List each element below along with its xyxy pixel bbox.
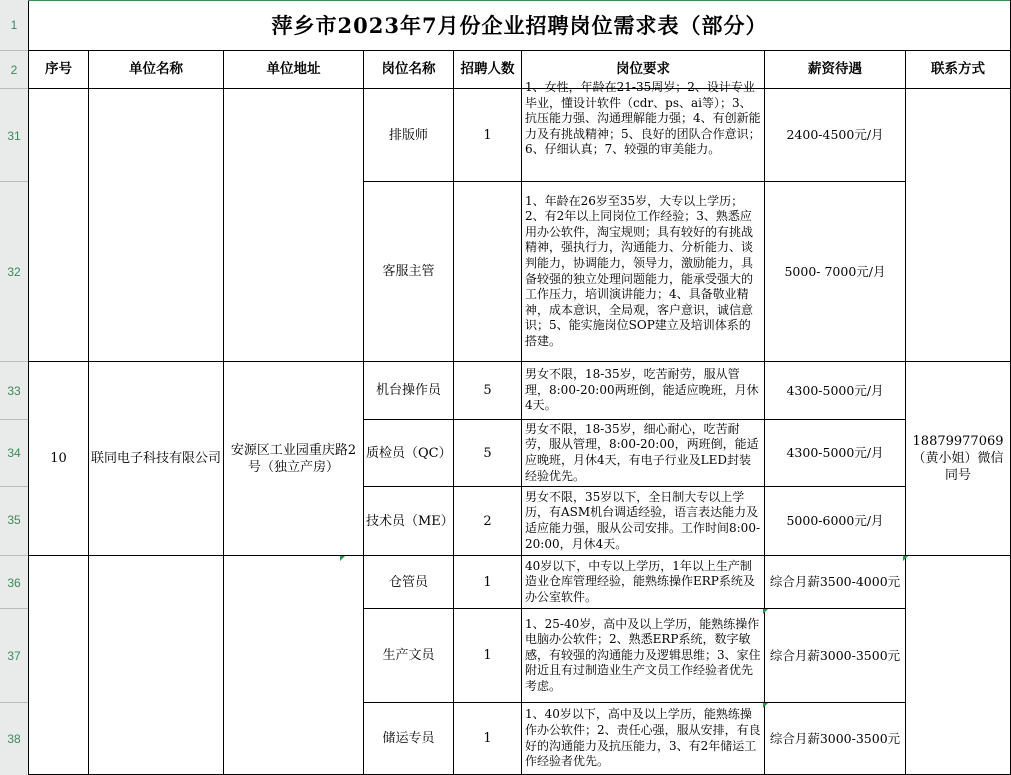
header-contact[interactable]: 联系方式 xyxy=(906,51,1011,89)
row-number[interactable]: 33 xyxy=(7,384,21,398)
row-number[interactable]: 2 xyxy=(10,63,18,77)
row-separator xyxy=(0,50,28,51)
row-number[interactable]: 34 xyxy=(7,446,21,460)
cell-contact[interactable] xyxy=(906,89,1011,362)
cell-position[interactable]: 技术员（ME） xyxy=(364,487,454,556)
row-separator xyxy=(0,88,28,89)
row-separator xyxy=(0,181,28,182)
cell-position[interactable]: 排版师 xyxy=(364,89,454,182)
page-title[interactable]: 萍乡市2023年7月份企业招聘岗位需求表（部分） xyxy=(29,1,1011,51)
header-requirement[interactable]: 岗位要求 xyxy=(522,51,765,89)
cell-requirement[interactable]: 男女不限，35岁以下，全日制大专以上学历，有ASM机台调适经验，语言表达能力及适应能力强，服从公司安排。工作时间8:00-20:00，月休4天。 xyxy=(522,487,765,556)
cell-seq[interactable] xyxy=(29,89,89,362)
cell-count[interactable] xyxy=(454,182,522,362)
recruitment-table xyxy=(28,0,1011,775)
header-count[interactable]: 招聘人数 xyxy=(454,51,522,89)
cell-requirement[interactable] xyxy=(522,80,765,182)
header-salary[interactable]: 薪资待遇 xyxy=(765,51,906,89)
cell-count[interactable]: 1 xyxy=(454,89,522,182)
cell-position[interactable]: 质检员（QC） xyxy=(364,420,454,487)
comment-marker-icon xyxy=(903,556,908,561)
cell-company[interactable] xyxy=(89,89,224,362)
row-number[interactable]: 35 xyxy=(7,513,21,527)
cell-company[interactable]: 联同电子科技有限公司 xyxy=(89,362,224,556)
cell-requirement[interactable]: 1、40岁以下，高中及以上学历，能熟练操作办公软件；2、责任心强，服从安排，有良好的沟通能力及抗压能力，3、有2年储运工作经验者优先。 xyxy=(522,703,765,775)
cell-position[interactable]: 客服主管 xyxy=(364,182,454,362)
cell-count[interactable]: 1 xyxy=(454,556,522,609)
row-number[interactable]: 1 xyxy=(10,18,18,32)
comment-marker-icon xyxy=(763,703,768,708)
cell-count[interactable]: 2 xyxy=(454,487,522,556)
comment-marker-icon xyxy=(763,609,768,614)
cell-salary[interactable]: 4300-5000元/月 xyxy=(765,420,906,487)
cell-seq[interactable]: 10 xyxy=(29,362,89,556)
row-number[interactable]: 31 xyxy=(7,129,21,143)
cell-salary[interactable]: 4300-5000元/月 xyxy=(765,362,906,420)
cell-position[interactable]: 储运专员 xyxy=(364,703,454,775)
cell-requirement[interactable]: 1、25-40岁，高中及以上学历，能熟练操作电脑办公软件；2、熟悉ERP系统，数字敏感，有较强的沟通能力及逻辑思维；3、家住附近且有过制造业生产文员工作经验者优先考虑。 xyxy=(522,609,765,703)
cell-count[interactable]: 5 xyxy=(454,362,522,420)
cell-requirement[interactable]: 男女不限，18-35岁，吃苦耐劳，服从管理，8:00-20:00两班倒，能适应晚班，月休4天。 xyxy=(522,362,765,420)
cell-count[interactable]: 1 xyxy=(454,609,522,703)
cell-company[interactable] xyxy=(89,556,224,775)
cell-salary[interactable]: 综合月薪3000-3500元 xyxy=(765,609,906,703)
cell-requirement[interactable]: 1、年龄在26岁至35岁，大专以上学历；2、有2年以上同岗位工作经验；3、熟悉应用办公软件，淘宝规则；具有较好的有挑战精神，强执行力，沟通能力、分析能力、谈判能力，协调能力，领导力，激励能力，具备较强的独立处理问题能力，能承受强大的工作压力，培训演讲能力；4、具备敬业精神，成本意识，全局观，客户意识，诚信意识；5、能实施岗位SOP建立及培训体系的搭建。 xyxy=(522,182,765,362)
cell-position[interactable]: 机台操作员 xyxy=(364,362,454,420)
cell-count[interactable]: 5 xyxy=(454,420,522,487)
row-number[interactable]: 38 xyxy=(7,732,21,746)
row-number[interactable]: 36 xyxy=(7,576,21,590)
row-separator xyxy=(0,702,28,703)
cell-address[interactable] xyxy=(224,89,364,362)
cell-requirement[interactable]: 40岁以下，中专以上学历，1年以上生产制造业仓库管理经验，能熟练操作ERP系统及办公室软件。 xyxy=(522,556,765,609)
row-separator xyxy=(0,419,28,420)
cell-salary[interactable]: 综合月薪3500-4000元 xyxy=(765,556,906,609)
cell-salary[interactable]: 5000-6000元/月 xyxy=(765,487,906,556)
row-separator xyxy=(0,608,28,609)
requirement-text: 1、女性，年龄在21-35周岁；2、设计专业毕业，懂设计软件（cdr、ps、ai等）；3、抗压能力强、沟通理解能力强；4、有创新能力及有挑战精神；5、良好的团队合作意识；6、仔细认真；7、较强的审美能力。 xyxy=(525,80,761,157)
comment-marker-icon xyxy=(340,556,345,561)
row-separator xyxy=(0,486,28,487)
cell-salary[interactable]: 综合月薪3000-3500元 xyxy=(765,703,906,775)
cell-requirement[interactable]: 男女不限，18-35岁，细心耐心，吃苦耐劳，服从管理，8:00-20:00，两班倒，能适应晚班，月休4天，有电子行业及LED封装经验优先。 xyxy=(522,420,765,487)
cell-position[interactable]: 仓管员 xyxy=(364,556,454,609)
header-position[interactable]: 岗位名称 xyxy=(364,51,454,89)
header-company[interactable]: 单位名称 xyxy=(89,51,224,89)
cell-contact[interactable] xyxy=(906,556,1011,775)
row-separator xyxy=(0,555,28,556)
cell-address[interactable]: 安源区工业园重庆路2号（独立产房） xyxy=(224,362,364,556)
row-number[interactable]: 37 xyxy=(7,649,21,663)
cell-count[interactable]: 1 xyxy=(454,703,522,775)
cell-address[interactable] xyxy=(224,556,364,775)
row-separator xyxy=(0,361,28,362)
header-address[interactable]: 单位地址 xyxy=(224,51,364,89)
cell-position[interactable]: 生产文员 xyxy=(364,609,454,703)
cell-salary[interactable]: 2400-4500元/月 xyxy=(765,89,906,182)
cell-seq[interactable] xyxy=(29,556,89,775)
row-number[interactable]: 32 xyxy=(7,265,21,279)
cell-salary[interactable]: 5000- 7000元/月 xyxy=(765,182,906,362)
header-seq[interactable]: 序号 xyxy=(29,51,89,89)
cell-contact[interactable]: 18879977069（黄小姐）微信同号 xyxy=(906,362,1011,556)
